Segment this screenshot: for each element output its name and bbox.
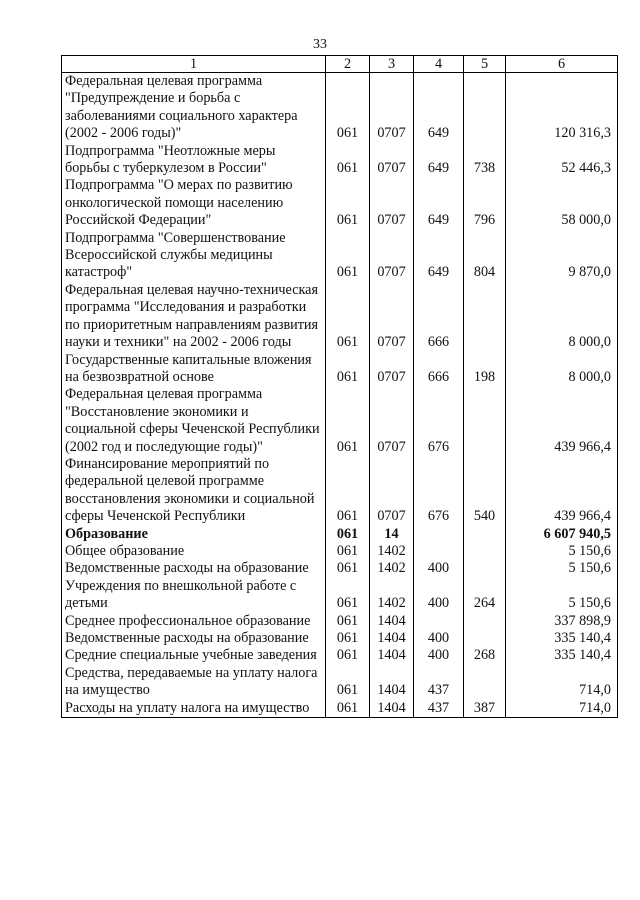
header-col-6: 6 bbox=[506, 56, 618, 73]
row-col-2: 061 bbox=[326, 352, 370, 387]
row-col-4: 676 bbox=[414, 386, 464, 456]
row-col-3: 0707 bbox=[370, 73, 414, 143]
row-col-5: 796 bbox=[464, 177, 506, 229]
row-col-5: 198 bbox=[464, 352, 506, 387]
row-col-5 bbox=[464, 665, 506, 700]
row-col-2: 061 bbox=[326, 73, 370, 143]
row-col-2: 061 bbox=[326, 560, 370, 577]
row-col-5: 268 bbox=[464, 647, 506, 664]
header-col-1: 1 bbox=[62, 56, 326, 73]
row-col-3: 1402 bbox=[370, 578, 414, 613]
page-number: 33 bbox=[313, 37, 327, 52]
row-col-2: 061 bbox=[326, 230, 370, 282]
row-col-4: 676 bbox=[414, 456, 464, 526]
row-col-2: 061 bbox=[326, 578, 370, 613]
header-col-2: 2 bbox=[326, 56, 370, 73]
table-row bbox=[62, 143, 618, 178]
row-col-3: 0707 bbox=[370, 282, 414, 352]
row-amount: 5 150,6 bbox=[506, 578, 618, 613]
row-amount: 58 000,0 bbox=[506, 177, 618, 229]
row-col-4: 400 bbox=[414, 630, 464, 647]
row-col-4: 400 bbox=[414, 578, 464, 613]
table-row bbox=[62, 700, 618, 718]
row-name: Федеральная целевая программа "Восстановление экономики и социальной сферы Чеченской Республики (2002 год и последующие годы)" bbox=[62, 386, 326, 456]
row-col-3: 0707 bbox=[370, 143, 414, 178]
row-name: Расходы на уплату налога на имущество bbox=[62, 700, 326, 718]
row-col-2: 061 bbox=[326, 282, 370, 352]
row-col-5 bbox=[464, 282, 506, 352]
table-row bbox=[62, 560, 618, 577]
row-col-3: 1404 bbox=[370, 700, 414, 718]
row-col-3: 0707 bbox=[370, 177, 414, 229]
row-col-5: 387 bbox=[464, 700, 506, 718]
row-name: Ведомственные расходы на образование bbox=[62, 560, 326, 577]
table-row bbox=[62, 230, 618, 282]
row-col-5: 540 bbox=[464, 456, 506, 526]
row-amount: 714,0 bbox=[506, 665, 618, 700]
row-col-2: 061 bbox=[326, 143, 370, 178]
budget-table-body bbox=[62, 56, 618, 718]
row-col-4: 437 bbox=[414, 665, 464, 700]
row-amount: 439 966,4 bbox=[506, 456, 618, 526]
row-name: Государственные капитальные вложения на безвозвратной основе bbox=[62, 352, 326, 387]
row-name: Федеральная целевая программа "Предупреждение и борьба с заболеваниями социального характера (2002 - 2006 годы)" bbox=[62, 73, 326, 143]
row-amount: 9 870,0 bbox=[506, 230, 618, 282]
row-col-5 bbox=[464, 543, 506, 560]
row-name: Подпрограмма "О мерах по развитию онкологической помощи населению Российской Федерации" bbox=[62, 177, 326, 229]
table-row bbox=[62, 630, 618, 647]
row-col-5: 804 bbox=[464, 230, 506, 282]
row-amount: 120 316,3 bbox=[506, 73, 618, 143]
row-col-4 bbox=[414, 613, 464, 630]
row-amount: 337 898,9 bbox=[506, 613, 618, 630]
row-col-3: 0707 bbox=[370, 386, 414, 456]
row-name: Федеральная целевая научно-техническая программа "Исследования и разработки по приоритетным направлениям развития науки и техники" на 2002 - 2006 годы bbox=[62, 282, 326, 352]
row-col-5 bbox=[464, 560, 506, 577]
row-col-3: 1402 bbox=[370, 543, 414, 560]
row-name: Среднее профессиональное образование bbox=[62, 613, 326, 630]
row-col-3: 14 bbox=[370, 526, 414, 543]
row-col-5: 738 bbox=[464, 143, 506, 178]
table-row bbox=[62, 647, 618, 664]
row-col-5 bbox=[464, 73, 506, 143]
row-amount: 8 000,0 bbox=[506, 352, 618, 387]
row-name: Ведомственные расходы на образование bbox=[62, 630, 326, 647]
row-col-4: 649 bbox=[414, 73, 464, 143]
row-col-2: 061 bbox=[326, 526, 370, 543]
row-col-2: 061 bbox=[326, 630, 370, 647]
table-header-row bbox=[62, 56, 618, 73]
row-col-5 bbox=[464, 526, 506, 543]
row-col-4: 400 bbox=[414, 560, 464, 577]
row-col-4: 649 bbox=[414, 230, 464, 282]
header-col-5: 5 bbox=[464, 56, 506, 73]
row-col-2: 061 bbox=[326, 177, 370, 229]
row-col-2: 061 bbox=[326, 456, 370, 526]
row-col-2: 061 bbox=[326, 665, 370, 700]
table-row bbox=[62, 578, 618, 613]
row-name: Общее образование bbox=[62, 543, 326, 560]
row-name: Образование bbox=[62, 526, 326, 543]
header-col-4: 4 bbox=[414, 56, 464, 73]
row-col-3: 1404 bbox=[370, 613, 414, 630]
row-amount: 335 140,4 bbox=[506, 630, 618, 647]
row-col-3: 0707 bbox=[370, 230, 414, 282]
header-col-3: 3 bbox=[370, 56, 414, 73]
table-row bbox=[62, 177, 618, 229]
row-col-5 bbox=[464, 613, 506, 630]
table-row bbox=[62, 665, 618, 700]
row-col-4: 666 bbox=[414, 282, 464, 352]
table-row bbox=[62, 613, 618, 630]
row-name: Подпрограмма "Совершенствование Всероссийской службы медицины катастроф" bbox=[62, 230, 326, 282]
row-col-3: 0707 bbox=[370, 352, 414, 387]
row-col-3: 0707 bbox=[370, 456, 414, 526]
row-col-4 bbox=[414, 543, 464, 560]
row-col-4: 400 bbox=[414, 647, 464, 664]
row-col-4 bbox=[414, 526, 464, 543]
row-col-5: 264 bbox=[464, 578, 506, 613]
table-row bbox=[62, 73, 618, 143]
table-row bbox=[62, 282, 618, 352]
row-col-2: 061 bbox=[326, 647, 370, 664]
row-col-2: 061 bbox=[326, 613, 370, 630]
row-name: Учреждения по внешкольной работе с детьми bbox=[62, 578, 326, 613]
row-col-2: 061 bbox=[326, 543, 370, 560]
row-col-5 bbox=[464, 386, 506, 456]
row-amount: 5 150,6 bbox=[506, 543, 618, 560]
row-col-4: 649 bbox=[414, 143, 464, 178]
row-name: Подпрограмма "Неотложные меры борьбы с туберкулезом в России" bbox=[62, 143, 326, 178]
row-col-2: 061 bbox=[326, 700, 370, 718]
table-row bbox=[62, 352, 618, 387]
row-col-3: 1404 bbox=[370, 630, 414, 647]
row-amount: 439 966,4 bbox=[506, 386, 618, 456]
row-amount: 52 446,3 bbox=[506, 143, 618, 178]
row-col-5 bbox=[464, 630, 506, 647]
row-col-3: 1404 bbox=[370, 647, 414, 664]
table-row bbox=[62, 543, 618, 560]
table-row bbox=[62, 526, 618, 543]
row-name: Финансирование мероприятий по федеральной целевой программе восстановления экономики и социальной сферы Чеченской Республики bbox=[62, 456, 326, 526]
row-col-4: 666 bbox=[414, 352, 464, 387]
row-amount: 5 150,6 bbox=[506, 560, 618, 577]
row-col-4: 649 bbox=[414, 177, 464, 229]
row-name: Средние специальные учебные заведения bbox=[62, 647, 326, 664]
row-col-2: 061 bbox=[326, 386, 370, 456]
row-name: Средства, передаваемые на уплату налога на имущество bbox=[62, 665, 326, 700]
budget-table bbox=[61, 55, 618, 718]
row-amount: 335 140,4 bbox=[506, 647, 618, 664]
row-amount: 714,0 bbox=[506, 700, 618, 718]
table-row bbox=[62, 456, 618, 526]
row-amount: 8 000,0 bbox=[506, 282, 618, 352]
table-row bbox=[62, 386, 618, 456]
row-col-4: 437 bbox=[414, 700, 464, 718]
row-col-3: 1402 bbox=[370, 560, 414, 577]
row-amount: 6 607 940,5 bbox=[506, 526, 618, 543]
row-col-3: 1404 bbox=[370, 665, 414, 700]
